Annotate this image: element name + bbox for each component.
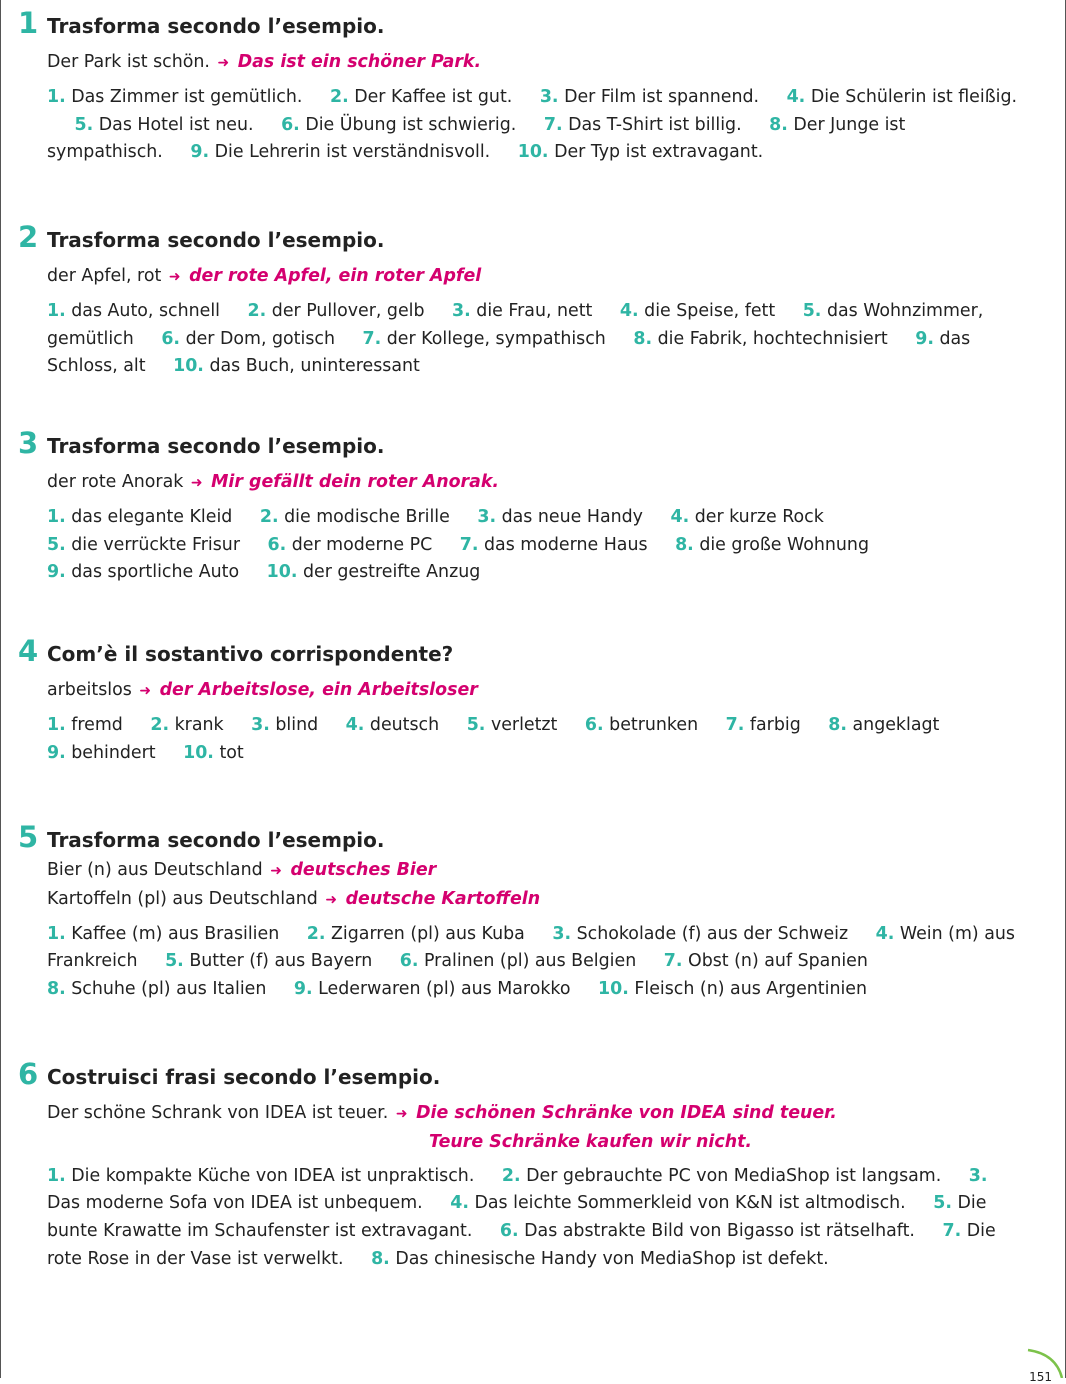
list-item: 6. Die Übung ist schwierig.	[281, 114, 517, 135]
list-item: 1. Das Zimmer ist gemütlich.	[47, 86, 303, 107]
item-list	[47, 84, 1026, 167]
example-prompt: Der Park ist schön.	[47, 52, 210, 72]
arrow-icon: ➜	[217, 55, 230, 71]
example-line	[47, 857, 1026, 886]
list-item: 9. behindert	[47, 742, 156, 763]
list-item: 2. Der Kaffee ist gut.	[329, 86, 513, 107]
list-item: 6. betrunken	[584, 714, 699, 735]
example-answer: Die schönen Schränke von IDEA sind teuer.	[416, 1103, 837, 1123]
list-item: 6. Das abstrakte Bild von Bigasso ist rätselhaft.	[499, 1221, 915, 1242]
list-item: 4. deutsch	[345, 714, 440, 735]
exercise-1	[18, 8, 1026, 167]
list-item: 6. der Dom, gotisch	[161, 328, 335, 349]
list-item: 8. die große Wohnung	[675, 534, 869, 555]
example-answer: der Arbeitslose, ein Arbeitsloser	[159, 680, 478, 700]
exercise-number: 5	[18, 820, 39, 854]
example-line	[47, 1129, 1026, 1157]
exercise-4	[18, 636, 1026, 767]
exercise-number: 4	[18, 634, 39, 668]
list-item: 4. Das leichte Sommerkleid von K&N ist altmodisch.	[450, 1193, 906, 1214]
list-item: 7. der Kollege, sympathisch	[362, 328, 606, 349]
list-item: 7. Die rote Rose in der Vase ist verwelkt.	[47, 1221, 996, 1269]
list-item: 8. die Fabrik, hochtechnisiert	[633, 328, 888, 349]
page-number: 151	[1029, 1370, 1052, 1384]
arrow-icon: ➜	[325, 891, 338, 908]
exercise-header	[18, 636, 1026, 669]
exercise-header	[18, 428, 1026, 461]
exercise-3	[18, 428, 1026, 587]
exercise-number: 6	[18, 1057, 39, 1091]
list-item: 2. die modische Brille	[259, 506, 450, 527]
list-item: 5. Butter (f) aus Bayern	[165, 951, 373, 972]
example-line	[47, 49, 1026, 78]
list-item: 10. Fleisch (n) aus Argentinien	[598, 979, 868, 1000]
list-item: 8. Das chinesische Handy von MediaShop ist defekt.	[371, 1248, 829, 1269]
list-item: 6. Pralinen (pl) aus Belgien	[399, 951, 637, 972]
example-line	[47, 886, 1026, 915]
arrow-icon: ➜	[190, 475, 203, 491]
list-item: 6. der moderne PC	[267, 534, 433, 555]
example-answer: der rote Apfel, ein roter Apfel	[189, 266, 482, 286]
exercise-5	[18, 822, 1026, 1004]
list-item: 7. Obst (n) auf Spanien	[663, 951, 868, 972]
list-item: 1. das Auto, schnell	[47, 300, 220, 321]
left-page-edge	[0, 0, 1, 1378]
example-prompt: der Apfel, rot	[47, 266, 162, 286]
list-item: 1. Kaffee (m) aus Brasilien	[47, 923, 280, 944]
example-prompt: Bier (n) aus Deutschland	[47, 860, 263, 880]
exercise-number: 3	[18, 426, 39, 460]
arrow-icon: ➜	[139, 683, 152, 699]
example-answer: Teure Schränke kaufen wir nicht.	[429, 1131, 753, 1152]
item-list	[47, 1163, 1026, 1274]
list-item: 2. Der gebrauchte PC von MediaShop ist langsam.	[501, 1165, 942, 1186]
list-item: 3. die Frau, nett	[452, 300, 593, 321]
list-item: 10. Der Typ ist extravagant.	[517, 142, 764, 163]
exercise-6	[18, 1059, 1026, 1274]
list-item: 9. Die Lehrerin ist verständnisvoll.	[190, 142, 491, 163]
arrow-icon: ➜	[395, 1106, 408, 1122]
list-item: 2. krank	[150, 714, 224, 735]
list-item: 4. die Speise, fett	[619, 300, 776, 321]
item-list	[47, 712, 1026, 768]
item-list	[47, 921, 1026, 1004]
example-answer: deutsches Bier	[290, 860, 437, 880]
exercise-header	[18, 222, 1026, 255]
list-item: 1. das elegante Kleid	[47, 506, 233, 527]
exercise-title: Com’è il sostantivo corrispondente?	[47, 642, 454, 666]
list-item: 10. der gestreifte Anzug	[266, 562, 481, 583]
list-item: 4. Wein (m) aus Frankreich	[47, 923, 1015, 972]
list-item: 3. Das moderne Sofa von IDEA ist unbequem.	[47, 1165, 988, 1214]
item-list	[47, 298, 1026, 381]
arrow-icon: ➜	[168, 269, 181, 285]
list-item: 2. der Pullover, gelb	[247, 300, 425, 321]
example-prompt: arbeitslos	[47, 680, 132, 700]
list-item: 4. der kurze Rock	[670, 506, 824, 527]
list-item: 5. Die bunte Krawatte im Schaufenster ist extravagant.	[47, 1193, 987, 1242]
exercise-title: Trasforma secondo l’esempio.	[47, 14, 385, 38]
example-line	[47, 677, 1026, 706]
exercise-number: 2	[18, 220, 39, 254]
list-item: 5. das Wohnzimmer, gemütlich	[47, 300, 984, 349]
example-answer: Mir gefällt dein roter Anorak.	[211, 472, 500, 492]
exercise-header	[18, 8, 1026, 41]
exercise-header	[18, 1059, 1026, 1092]
exercise-title: Trasforma secondo l’esempio.	[47, 828, 385, 852]
example-line	[47, 469, 1026, 498]
exercise-title: Costruisci frasi secondo l’esempio.	[47, 1065, 441, 1089]
list-item: 7. das moderne Haus	[459, 534, 648, 555]
list-item: 3. blind	[251, 714, 319, 735]
list-item: 10. tot	[183, 742, 244, 763]
example-prompt: Kartoffeln (pl) aus Deutschland	[47, 888, 318, 909]
arrow-icon: ➜	[270, 863, 282, 879]
list-item: 9. Lederwaren (pl) aus Marokko	[293, 979, 571, 1000]
list-item: 8. Der Junge ist sympathisch.	[47, 114, 906, 163]
example-answer: Das ist ein schöner Park.	[237, 52, 482, 72]
list-item: 3. Schokolade (f) aus der Schweiz	[552, 923, 849, 944]
list-item: 4. Die Schülerin ist fleißig.	[786, 86, 1018, 107]
exercise-header	[18, 822, 1026, 855]
list-item: 8. angeklagt	[828, 714, 940, 735]
exercise-2	[18, 222, 1026, 381]
exercise-number: 1	[18, 6, 39, 40]
example-prompt: der rote Anorak	[47, 472, 184, 492]
list-item: 1. Die kompakte Küche von IDEA ist unpraktisch.	[47, 1165, 475, 1186]
list-item: 7. farbig	[725, 714, 801, 735]
exercise-title: Trasforma secondo l’esempio.	[47, 434, 385, 458]
list-item: 3. das neue Handy	[477, 506, 643, 527]
example-answer: deutsche Kartoffeln	[345, 888, 541, 909]
list-item: 9. das Schloss, alt	[47, 328, 971, 377]
example-line	[47, 1100, 1026, 1129]
list-item: 3. Der Film ist spannend.	[539, 86, 760, 107]
example-prompt: Der schöne Schrank von IDEA ist teuer.	[47, 1103, 389, 1123]
list-item: 2. Zigarren (pl) aus Kuba	[306, 923, 525, 944]
list-item: 7. Das T-Shirt ist billig.	[543, 114, 742, 135]
list-item: 1. fremd	[47, 714, 123, 735]
list-item: 5. verletzt	[466, 714, 558, 735]
list-item: 8. Schuhe (pl) aus Italien	[47, 979, 267, 1000]
list-item: 10. das Buch, uninteressant	[173, 356, 420, 377]
exercise-title: Trasforma secondo l’esempio.	[47, 228, 385, 252]
list-item: 9. das sportliche Auto	[47, 562, 240, 583]
example-line	[47, 263, 1026, 292]
list-item: 5. Das Hotel ist neu.	[74, 114, 254, 135]
list-item: 5. die verrückte Frisur	[47, 534, 240, 555]
item-list	[47, 504, 1026, 587]
